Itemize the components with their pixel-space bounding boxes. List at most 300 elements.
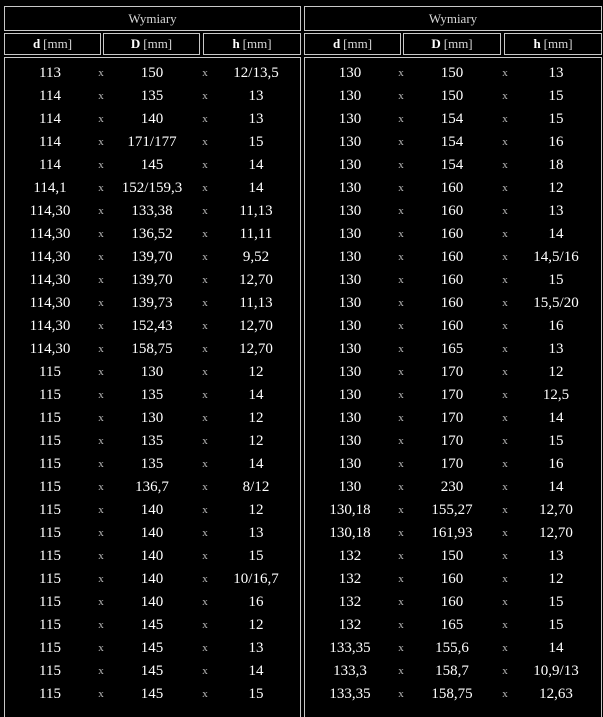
cell-D: 165: [440, 617, 464, 633]
cell-d: 115: [39, 571, 61, 587]
cell-d: 114,30: [29, 295, 71, 311]
cell-h: 14,5/16: [533, 249, 579, 265]
cell-d: 114: [39, 157, 61, 173]
table-row: [5, 568, 300, 591]
separator-x: x: [398, 412, 404, 424]
column-symbol-D: D: [130, 36, 141, 51]
cell-d: 114,30: [29, 318, 71, 334]
separator-x: x: [502, 205, 508, 217]
table-row: [305, 476, 601, 499]
cell-D: 158,75: [131, 341, 173, 357]
cell-h: 12,70: [239, 341, 273, 357]
separator-x: x: [502, 389, 508, 401]
table-row: [5, 591, 300, 614]
table-row: [305, 85, 601, 108]
cell-D: 160: [440, 295, 464, 311]
cell-D: 152,43: [131, 318, 173, 334]
table-row: [305, 591, 601, 614]
column-header-d: [304, 33, 401, 55]
table-row: [5, 430, 300, 453]
separator-x: x: [502, 182, 508, 194]
separator-x: x: [398, 274, 404, 286]
table-row: [5, 177, 300, 200]
cell-d: 114,30: [29, 272, 71, 288]
cell-d: 114: [39, 111, 61, 127]
separator-x: x: [398, 642, 404, 654]
cell-D: 154: [440, 134, 464, 150]
separator-x: x: [398, 67, 404, 79]
table-title: Wymiary: [428, 10, 478, 26]
separator-x: x: [202, 527, 208, 539]
cell-h: 15,5/20: [533, 295, 579, 311]
cell-h: 12,70: [239, 318, 273, 334]
cell-h: 15: [548, 617, 564, 633]
cell-D: 158,75: [431, 686, 473, 702]
separator-x: x: [202, 366, 208, 378]
cell-D: 139,70: [131, 249, 173, 265]
table-row: [305, 223, 601, 246]
separator-x: x: [398, 389, 404, 401]
separator-x: x: [202, 297, 208, 309]
cell-d: 130: [338, 226, 362, 242]
separator-x: x: [398, 596, 404, 608]
separator-x: x: [398, 550, 404, 562]
table-row: [305, 338, 601, 361]
cell-h: 14: [248, 387, 264, 403]
table-title: Wymiary: [128, 10, 177, 26]
separator-x: x: [202, 113, 208, 125]
separator-x: x: [502, 596, 508, 608]
table-row: [5, 361, 300, 384]
cell-d: 115: [39, 456, 61, 472]
cell-D: 145: [140, 617, 164, 633]
column-symbol-d: d: [32, 36, 41, 51]
separator-x: x: [202, 550, 208, 562]
separator-x: x: [202, 274, 208, 286]
cell-D: 150: [140, 65, 164, 81]
cell-D: 130: [140, 410, 164, 426]
cell-D: 145: [140, 640, 164, 656]
cell-h: 12: [548, 180, 564, 196]
cell-D: 170: [440, 364, 464, 380]
right-dimensions-table: [304, 6, 602, 710]
table-row: [5, 200, 300, 223]
cell-d: 115: [39, 364, 61, 380]
separator-x: x: [98, 504, 104, 516]
separator-x: x: [98, 228, 104, 240]
separator-x: x: [98, 527, 104, 539]
table-row: [305, 154, 601, 177]
cell-d: 132: [338, 617, 362, 633]
cell-D: 135: [140, 456, 164, 472]
separator-x: x: [98, 665, 104, 677]
table-row: [5, 637, 300, 660]
table-row: [305, 131, 601, 154]
cell-d: 114,30: [29, 249, 71, 265]
separator-x: x: [98, 688, 104, 700]
separator-x: x: [98, 412, 104, 424]
cell-d: 114,30: [29, 203, 71, 219]
table-row: [5, 85, 300, 108]
cell-d: 115: [39, 410, 61, 426]
title-cell: [304, 6, 602, 31]
cell-D: 160: [440, 249, 464, 265]
separator-x: x: [202, 573, 208, 585]
cell-D: 160: [440, 571, 464, 587]
table-row: [305, 407, 601, 430]
cell-h: 14: [548, 640, 564, 656]
cell-h: 12: [248, 502, 264, 518]
separator-x: x: [502, 366, 508, 378]
column-symbol-D: D: [431, 36, 441, 51]
table-row: [5, 269, 300, 292]
table-row: [305, 614, 601, 637]
table-row: [305, 269, 601, 292]
cell-h: 12,70: [539, 502, 573, 518]
table-row: [305, 246, 601, 269]
separator-x: x: [202, 228, 208, 240]
separator-x: x: [398, 90, 404, 102]
column-symbol-h: h: [533, 36, 541, 51]
cell-h: 14: [248, 180, 264, 196]
cell-D: 140: [140, 548, 164, 564]
cell-d: 130: [338, 65, 362, 81]
cell-d: 130: [338, 387, 362, 403]
separator-x: x: [502, 320, 508, 332]
cell-d: 115: [39, 433, 61, 449]
table-row: [5, 683, 300, 706]
separator-x: x: [398, 573, 404, 585]
separator-x: x: [98, 343, 104, 355]
cell-d: 114,30: [29, 226, 71, 242]
cell-d: 114: [39, 134, 61, 150]
separator-x: x: [202, 389, 208, 401]
cell-h: 18: [548, 157, 564, 173]
separator-x: x: [398, 297, 404, 309]
separator-x: x: [502, 113, 508, 125]
separator-x: x: [98, 366, 104, 378]
cell-D: 170: [440, 456, 464, 472]
table-row: [5, 246, 300, 269]
table-row: [305, 660, 601, 683]
cell-d: 130: [338, 456, 362, 472]
cell-d: 130: [338, 479, 362, 495]
separator-x: x: [98, 320, 104, 332]
separator-x: x: [502, 527, 508, 539]
cell-h: 12: [548, 571, 564, 587]
cell-h: 14: [548, 226, 564, 242]
separator-x: x: [202, 90, 208, 102]
cell-d: 133,35: [329, 640, 371, 656]
separator-x: x: [398, 688, 404, 700]
cell-d: 130: [338, 272, 362, 288]
cell-d: 115: [39, 548, 61, 564]
separator-x: x: [98, 458, 104, 470]
separator-x: x: [98, 182, 104, 194]
cell-d: 133,3: [333, 663, 367, 679]
cell-h: 15: [548, 272, 564, 288]
cell-h: 15: [548, 594, 564, 610]
table-row: [305, 522, 601, 545]
separator-x: x: [398, 665, 404, 677]
separator-x: x: [502, 435, 508, 447]
separator-x: x: [98, 573, 104, 585]
title-cell: [4, 6, 301, 31]
table-row: [305, 200, 601, 223]
cell-h: 15: [548, 111, 564, 127]
separator-x: x: [398, 527, 404, 539]
cell-d: 130: [338, 88, 362, 104]
cell-D: 170: [440, 410, 464, 426]
cell-d: 114,1: [33, 180, 67, 196]
cell-d: 115: [39, 479, 61, 495]
cell-D: 170: [440, 433, 464, 449]
separator-x: x: [202, 642, 208, 654]
separator-x: x: [202, 67, 208, 79]
separator-x: x: [502, 665, 508, 677]
cell-h: 9,52: [242, 249, 270, 265]
separator-x: x: [398, 136, 404, 148]
cell-d: 115: [39, 663, 61, 679]
table-row: [305, 499, 601, 522]
cell-D: 130: [140, 364, 164, 380]
column-unit-d: [mm]: [43, 36, 73, 51]
separator-x: x: [202, 596, 208, 608]
separator-x: x: [202, 412, 208, 424]
cell-h: 12,5: [542, 387, 570, 403]
table-row: [305, 545, 601, 568]
cell-h: 11,11: [239, 226, 273, 242]
cell-h: 15: [548, 433, 564, 449]
cell-h: 11,13: [239, 203, 273, 219]
separator-x: x: [98, 113, 104, 125]
column-unit-D: [mm]: [143, 36, 173, 51]
cell-D: 145: [140, 686, 164, 702]
table-row: [305, 361, 601, 384]
separator-x: x: [202, 435, 208, 447]
cell-D: 230: [440, 479, 464, 495]
cell-D: 165: [440, 341, 464, 357]
separator-x: x: [98, 205, 104, 217]
cell-h: 15: [248, 134, 264, 150]
separator-x: x: [202, 251, 208, 263]
cell-D: 160: [440, 272, 464, 288]
separator-x: x: [98, 67, 104, 79]
table-row: [5, 384, 300, 407]
separator-x: x: [98, 389, 104, 401]
table-body: [4, 57, 301, 717]
cell-d: 115: [39, 686, 61, 702]
table-row: [305, 315, 601, 338]
table-row: [305, 292, 601, 315]
separator-x: x: [202, 320, 208, 332]
separator-x: x: [398, 481, 404, 493]
table-row: [5, 292, 300, 315]
separator-x: x: [398, 159, 404, 171]
separator-x: x: [502, 343, 508, 355]
separator-x: x: [398, 182, 404, 194]
cell-d: 130: [338, 111, 362, 127]
cell-d: 115: [39, 640, 61, 656]
separator-x: x: [398, 435, 404, 447]
cell-h: 13: [248, 88, 264, 104]
separator-x: x: [398, 113, 404, 125]
column-unit-h: [mm]: [242, 36, 272, 51]
cell-D: 140: [140, 571, 164, 587]
column-header-D: [403, 33, 501, 55]
table-row: [305, 637, 601, 660]
cell-d: 113: [39, 65, 61, 81]
cell-d: 133,35: [329, 686, 371, 702]
cell-d: 132: [338, 594, 362, 610]
table-row: [5, 108, 300, 131]
cell-D: 135: [140, 433, 164, 449]
cell-h: 12: [248, 617, 264, 633]
cell-h: 13: [548, 341, 564, 357]
cell-h: 15: [248, 548, 264, 564]
separator-x: x: [398, 343, 404, 355]
cell-d: 130: [338, 295, 362, 311]
column-header-d: [4, 33, 101, 55]
separator-x: x: [202, 159, 208, 171]
cell-D: 145: [140, 663, 164, 679]
cell-D: 133,38: [131, 203, 173, 219]
cell-D: 160: [440, 318, 464, 334]
table-row: [5, 476, 300, 499]
cell-D: 154: [440, 111, 464, 127]
cell-d: 130,18: [329, 502, 371, 518]
cell-d: 130: [338, 249, 362, 265]
column-symbol-d: d: [332, 36, 341, 51]
separator-x: x: [98, 159, 104, 171]
separator-x: x: [398, 228, 404, 240]
separator-x: x: [202, 182, 208, 194]
separator-x: x: [502, 251, 508, 263]
separator-x: x: [502, 688, 508, 700]
cell-h: 12,63: [539, 686, 573, 702]
cell-h: 16: [248, 594, 264, 610]
cell-d: 132: [338, 548, 362, 564]
separator-x: x: [202, 205, 208, 217]
cell-D: 139,73: [131, 295, 173, 311]
cell-h: 12: [248, 433, 264, 449]
cell-h: 13: [548, 548, 564, 564]
table-row: [5, 338, 300, 361]
separator-x: x: [502, 297, 508, 309]
separator-x: x: [202, 619, 208, 631]
cell-h: 13: [248, 640, 264, 656]
left-dimensions-table: [4, 6, 301, 710]
table-row: [305, 430, 601, 453]
separator-x: x: [202, 458, 208, 470]
column-header-h: [203, 33, 301, 55]
table-row: [5, 499, 300, 522]
cell-d: 130: [338, 203, 362, 219]
separator-x: x: [502, 504, 508, 516]
separator-x: x: [502, 619, 508, 631]
column-header-h: [504, 33, 602, 55]
separator-x: x: [502, 159, 508, 171]
column-unit-D: [mm]: [443, 36, 473, 51]
separator-x: x: [98, 642, 104, 654]
table-row: [305, 108, 601, 131]
cell-h: 16: [548, 456, 564, 472]
cell-D: 136,7: [135, 479, 169, 495]
cell-h: 14: [248, 456, 264, 472]
cell-d: 130,18: [329, 525, 371, 541]
cell-d: 115: [39, 594, 61, 610]
cell-D: 150: [440, 65, 464, 81]
separator-x: x: [98, 550, 104, 562]
separator-x: x: [202, 688, 208, 700]
cell-d: 130: [338, 364, 362, 380]
table-row: [5, 131, 300, 154]
cell-D: 171/177: [127, 134, 177, 150]
separator-x: x: [398, 619, 404, 631]
cell-d: 130: [338, 433, 362, 449]
column-unit-d: [mm]: [343, 36, 373, 51]
separator-x: x: [98, 297, 104, 309]
cell-h: 12,70: [239, 272, 273, 288]
cell-h: 11,13: [239, 295, 273, 311]
table-row: [5, 62, 300, 85]
cell-h: 16: [548, 134, 564, 150]
cell-D: 140: [140, 525, 164, 541]
cell-d: 115: [39, 502, 61, 518]
cell-h: 14: [248, 157, 264, 173]
cell-d: 115: [39, 617, 61, 633]
cell-d: 132: [338, 571, 362, 587]
cell-h: 12: [248, 364, 264, 380]
separator-x: x: [98, 251, 104, 263]
table-row: [5, 453, 300, 476]
separator-x: x: [98, 90, 104, 102]
separator-x: x: [502, 550, 508, 562]
cell-D: 160: [440, 180, 464, 196]
cell-h: 13: [248, 525, 264, 541]
column-header-D: [103, 33, 200, 55]
cell-h: 14: [548, 410, 564, 426]
table-row: [305, 177, 601, 200]
cell-D: 150: [440, 88, 464, 104]
separator-x: x: [502, 642, 508, 654]
table-row: [305, 62, 601, 85]
cell-D: 160: [440, 226, 464, 242]
separator-x: x: [502, 412, 508, 424]
cell-h: 12,70: [539, 525, 573, 541]
cell-D: 155,6: [435, 640, 469, 656]
cell-D: 154: [440, 157, 464, 173]
cell-D: 160: [440, 594, 464, 610]
separator-x: x: [98, 274, 104, 286]
cell-D: 161,93: [431, 525, 473, 541]
cell-h: 13: [548, 65, 564, 81]
separator-x: x: [502, 573, 508, 585]
cell-D: 150: [440, 548, 464, 564]
separator-x: x: [502, 67, 508, 79]
cell-D: 136,52: [131, 226, 173, 242]
separator-x: x: [202, 665, 208, 677]
separator-x: x: [398, 366, 404, 378]
table-body: [304, 57, 602, 717]
cell-d: 130: [338, 180, 362, 196]
separator-x: x: [98, 481, 104, 493]
separator-x: x: [398, 320, 404, 332]
cell-h: 8/12: [242, 479, 270, 495]
cell-d: 114,30: [29, 341, 71, 357]
table-row: [5, 315, 300, 338]
cell-D: 155,27: [431, 502, 473, 518]
